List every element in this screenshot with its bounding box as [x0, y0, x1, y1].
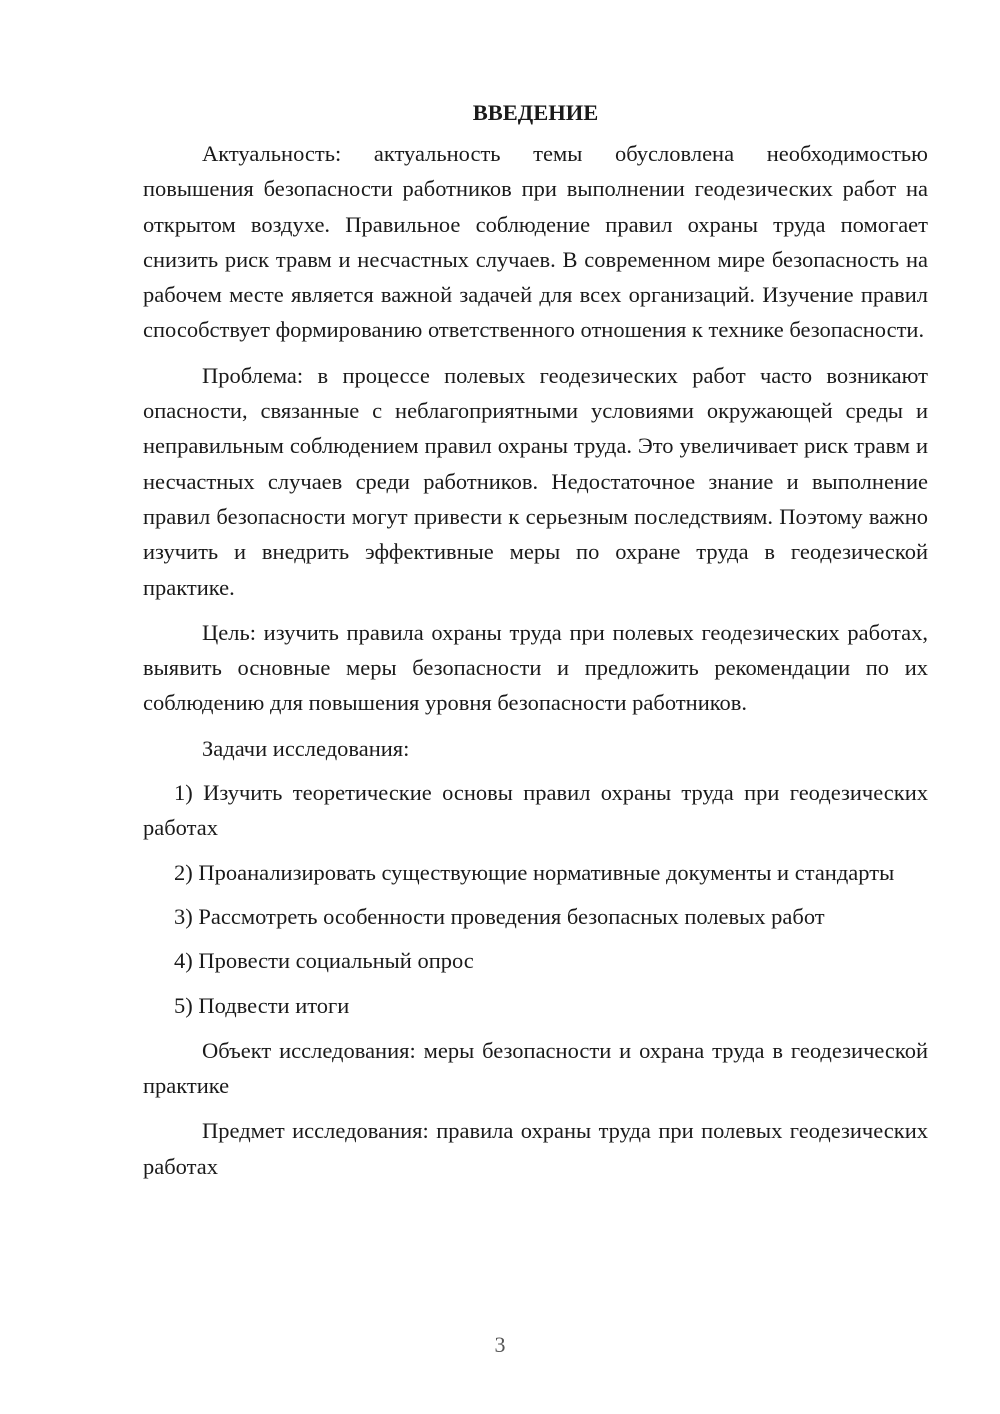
- task-item-1: 1) Изучить теоретические основы правил охраны труда при геодезических работах: [143, 780, 928, 841]
- section-heading: ВВЕДЕНИЕ: [472, 100, 599, 125]
- task-item-3: 3) Рассмотреть особенности проведения безопасных полевых работ: [174, 903, 825, 929]
- object-paragraph: Объект исследования: меры безопасности и охрана труда в геодезической практике: [143, 1037, 928, 1099]
- goal-paragraph: Цель: изучить правила охраны труда при полевых геодезических работах, выявить основные меры безопасности и предложить рекомендации по их соблюдению для повышения уровня безопасности работников.: [143, 619, 928, 716]
- page-number: 3: [494, 1332, 506, 1357]
- problem-paragraph: Проблема: в процессе полевых геодезических работ часто возникают опасности, связанные с неблагоприятными условиями окружающей среды и неправильным соблюдением правил охраны труда. Это увеличивает риск травм и несчастных случаев среди работников. Недостаточное знание и выполнение правил безопасности могут привести к серьезным последствиям. Поэтому важно изучить и внедрить эффективные меры по охране труда в геодезической практике.: [143, 362, 928, 600]
- relevance-paragraph: Актуальность: актуальность темы обусловлена необходимостью повышения безопасности работников при выполнении геодезических работ на открытом воздухе. Правильное соблюдение правил охраны труда помогает снизить риск травм и несчастных случаев. В современном мире безопасность на рабочем месте является важной задачей для всех организаций. Изучение правил способствует формированию ответственного отношения к технике безопасности.: [143, 141, 928, 343]
- task-item-2: 2) Проанализировать существующие нормативные документы и стандарты: [174, 859, 895, 885]
- subject-paragraph: Предмет исследования: правила охраны труда при полевых геодезических работах: [143, 1118, 928, 1179]
- task-item-5: 5) Подвести итоги: [174, 992, 350, 1018]
- tasks-heading: Задачи исследования:: [202, 735, 410, 761]
- task-item-4: 4) Провести социальный опрос: [174, 948, 474, 974]
- page-body: [143, 95, 928, 1184]
